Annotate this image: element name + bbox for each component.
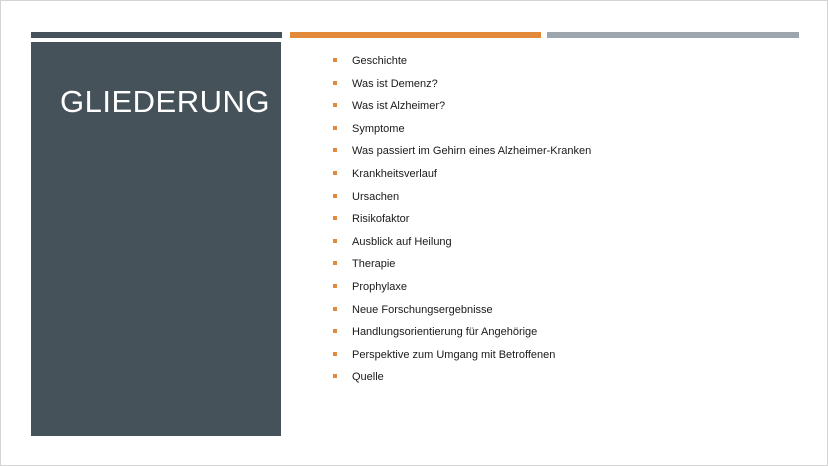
title-panel <box>31 42 281 436</box>
outline-item-label: Perspektive zum Umgang mit Betroffenen <box>352 348 556 361</box>
outline-item-label: Prophylaxe <box>352 280 408 293</box>
square-bullet-icon <box>333 126 337 130</box>
outline-item <box>332 186 591 209</box>
outline-item <box>332 344 591 367</box>
outline-item-label: Was ist Alzheimer? <box>352 100 446 113</box>
outline-item <box>332 231 591 254</box>
outline-item <box>332 50 591 73</box>
outline-item-label: Ausblick auf Heilung <box>352 235 452 248</box>
square-bullet-icon <box>333 103 337 107</box>
accent-bar-orange <box>290 32 541 38</box>
square-bullet-icon <box>333 171 337 175</box>
square-bullet-icon <box>333 81 337 85</box>
square-bullet-icon <box>333 329 337 333</box>
outline-item-label: Krankheitsverlauf <box>352 167 437 180</box>
outline-item <box>332 163 591 186</box>
outline-list <box>332 50 591 389</box>
square-bullet-icon <box>333 194 337 198</box>
outline-item-label: Symptome <box>352 122 405 135</box>
square-bullet-icon <box>333 58 337 62</box>
outline-item-label: Was ist Demenz? <box>352 77 438 90</box>
outline-item <box>332 299 591 322</box>
square-bullet-icon <box>333 216 337 220</box>
square-bullet-icon <box>333 284 337 288</box>
outline-item-label: Quelle <box>352 371 384 384</box>
accent-bar-gray <box>547 32 799 38</box>
outline-item-label: Therapie <box>352 258 396 271</box>
accent-bar-dark <box>31 32 282 38</box>
square-bullet-icon <box>333 374 337 378</box>
outline-item <box>332 321 591 344</box>
outline-item-label: Was passiert im Gehirn eines Alzheimer-Kranken <box>352 145 592 158</box>
outline-item <box>332 140 591 163</box>
outline-item-label: Ursachen <box>352 190 400 203</box>
outline-item <box>332 366 591 389</box>
square-bullet-icon <box>333 307 337 311</box>
slide-title: GLIEDERUNG <box>60 84 270 119</box>
square-bullet-icon <box>333 352 337 356</box>
outline-item-label: Risikofaktor <box>352 213 410 226</box>
square-bullet-icon <box>333 239 337 243</box>
outline-item <box>332 276 591 299</box>
outline-item-label: Geschichte <box>352 55 408 67</box>
outline-item-label: Neue Forschungsergebnisse <box>352 303 493 316</box>
square-bullet-icon <box>333 261 337 265</box>
outline-item <box>332 73 591 96</box>
outline-item <box>332 253 591 276</box>
outline-item <box>332 118 591 141</box>
outline-item <box>332 208 591 231</box>
outline-item-label: Handlungsorientierung für Angehörige <box>352 326 538 339</box>
outline-item <box>332 95 591 118</box>
square-bullet-icon <box>333 148 337 152</box>
